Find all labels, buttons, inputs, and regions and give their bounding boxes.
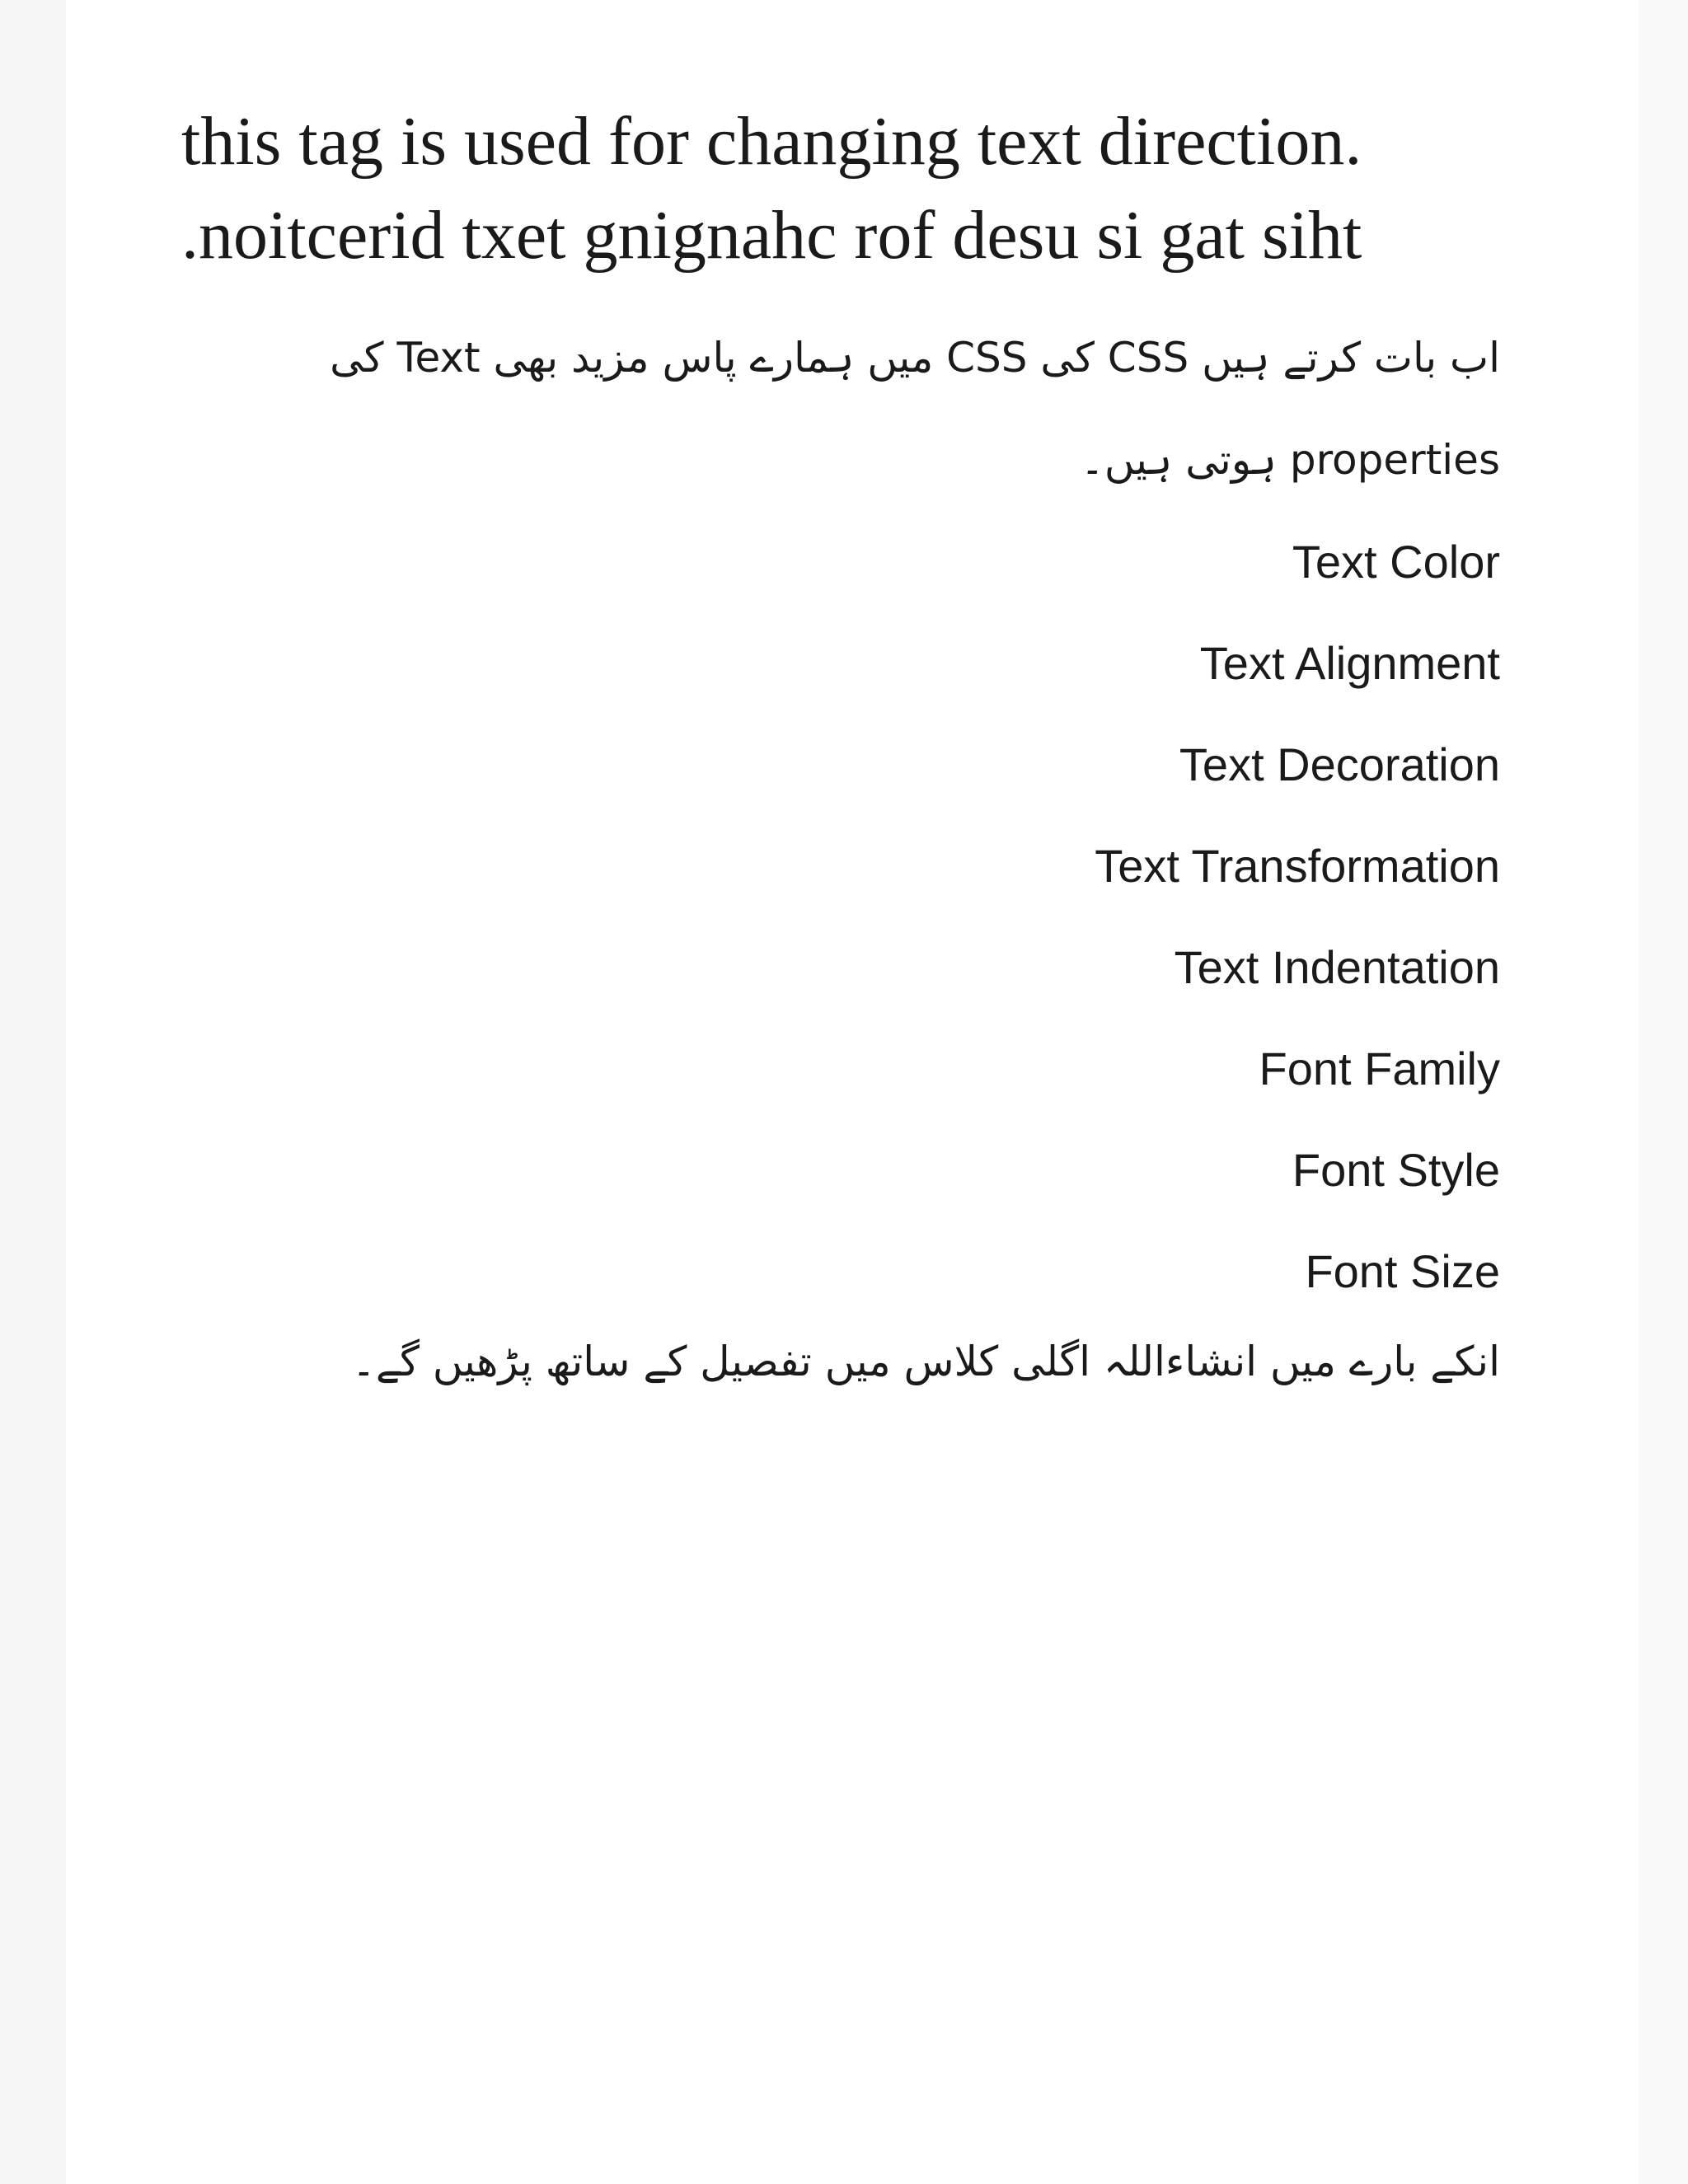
list-item-text-indentation: Text Indentation xyxy=(1174,941,1500,993)
list-item-font-size: Font Size xyxy=(1305,1245,1500,1297)
list-item-text-color: Text Color xyxy=(1292,536,1500,588)
list-item-font-style: Font Style xyxy=(1292,1144,1500,1196)
english-text-line: this tag is used for changing text direction. xyxy=(181,103,1362,180)
urdu-intro-paragraph: اب بات کرتے ہیں CSS کی CSS میں ہمارے پاس مزید بھی Text کی properties ہوتی ہیں۔ xyxy=(330,334,1500,484)
urdu-closing-paragraph: انکے بارے میں انشاءاللہ اگلی کلاس میں تفصیل کے ساتھ پڑھیں گے۔ xyxy=(351,1338,1500,1385)
text-properties-list xyxy=(758,511,1500,1322)
reversed-text-line: .noitcerid txet gnignahc rof desu si gat siht xyxy=(181,197,1362,274)
list-item-text-decoration: Text Decoration xyxy=(1179,738,1500,790)
scan-margin-right xyxy=(1639,0,1688,2184)
list-item-text-transformation: Text Transformation xyxy=(1095,840,1500,892)
scan-margin-left xyxy=(0,0,66,2184)
list-item-font-family: Font Family xyxy=(1259,1043,1500,1094)
list-item-text-alignment: Text Alignment xyxy=(1199,637,1500,689)
